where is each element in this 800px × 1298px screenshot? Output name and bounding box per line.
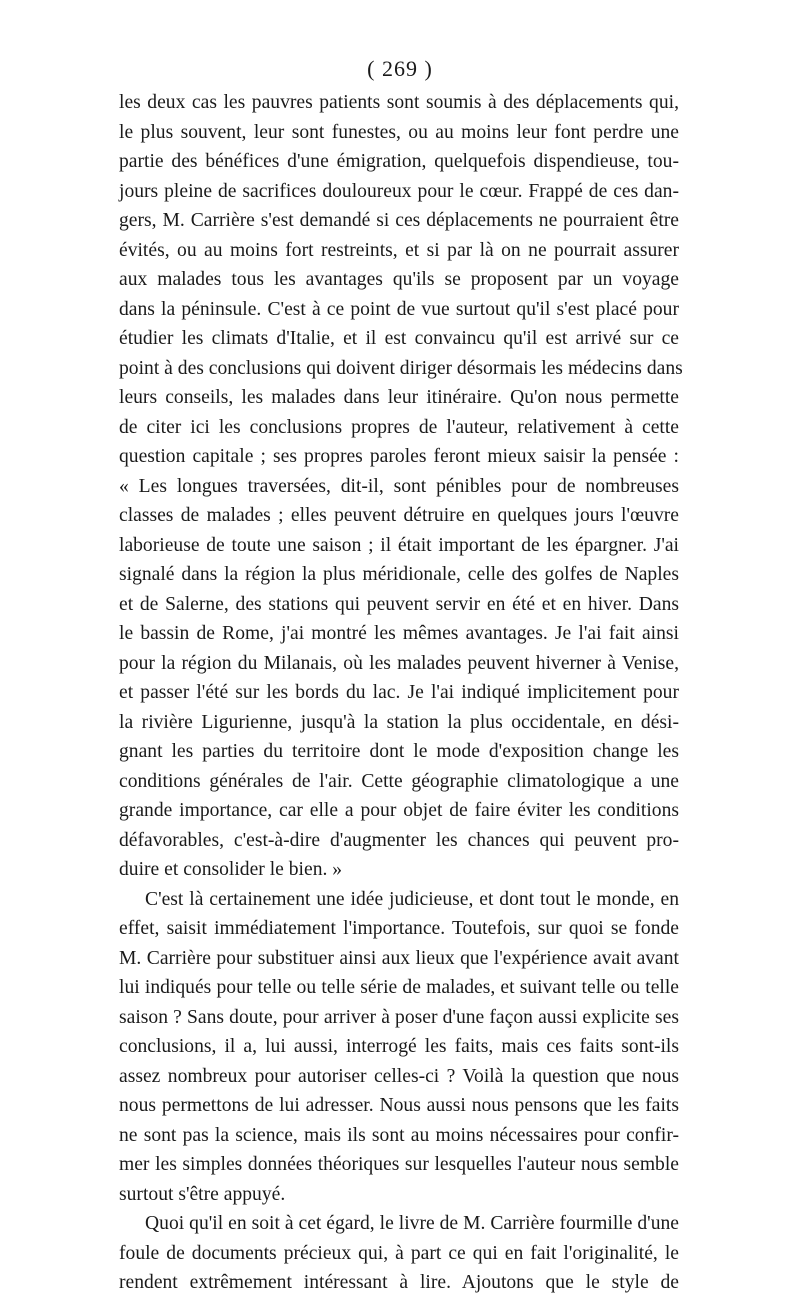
text-line: lui indiqués pour telle ou telle série de malades, et suivant telle ou telle xyxy=(119,977,679,998)
body-text xyxy=(119,88,683,1298)
text-line: effet, saisit immédiatement l'importance. Toutefois, sur quoi se fonde xyxy=(119,918,679,939)
text-line: surtout s'être appuyé. xyxy=(119,1183,286,1205)
quote-line: classes de malades ; elles peuvent détruire en quelques jours l'œuvre xyxy=(119,505,679,526)
text-line: jours pleine de sacrifices douloureux pour le cœur. Frappé de ces dan- xyxy=(119,180,679,202)
quote-line: grande importance, car elle a pour objet de faire éviter les conditions xyxy=(119,800,679,821)
quote-line: « Les longues traversées, dit-il, sont pénibles pour de nombreuses xyxy=(119,475,679,497)
quote-line: gnant les parties du territoire dont le mode d'exposition change les xyxy=(119,741,679,762)
quote-line: conditions générales de l'air. Cette géographie climatologique a une xyxy=(119,770,679,792)
text-line: question capitale ; ses propres paroles feront mieux saisir la pensée : xyxy=(119,446,679,467)
text-line: leurs conseils, les malades dans leur itinéraire. Qu'on nous permette xyxy=(119,387,679,408)
page-number: ( 269 ) xyxy=(367,56,433,81)
quote-line: duire et consolider le bien. » xyxy=(119,859,343,880)
quote-line: et passer l'été sur les bords du lac. Je l'ai indiqué implicitement pour xyxy=(119,682,679,703)
text-line: foule de documents précieux qui, à part ce qui en fait l'originalité, le xyxy=(119,1242,679,1264)
text-line: M. Carrière pour substituer ainsi aux lieux que l'expérience avait avant xyxy=(119,947,679,969)
text-line: C'est là certainement une idée judicieuse, et dont tout le monde, en xyxy=(145,888,679,910)
text-line: les deux cas les pauvres patients sont soumis à des déplacements qui, xyxy=(119,92,679,113)
text-line: partie des bénéfices d'une émigration, quelquefois dispendieuse, tou- xyxy=(119,151,679,172)
text-line: nous permettons de lui adresser. Nous aussi nous pensons que les faits xyxy=(119,1095,679,1116)
text-line: gers, M. Carrière s'est demandé si ces déplacements ne pourraient être xyxy=(119,210,679,231)
text-line: évités, ou au moins fort restreints, et si par là on ne pourrait assurer xyxy=(119,239,679,261)
quote-line: défavorables, c'est-à-dire d'augmenter les chances qui peuvent pro- xyxy=(119,829,679,851)
text-line: saison ? Sans doute, pour arriver à poser d'une façon aussi explicite ses xyxy=(119,1006,679,1028)
quote-line: signalé dans la région la plus méridionale, celle des golfes de Naples xyxy=(119,564,679,585)
text-line: aux malades tous les avantages qu'ils se proposent par un voyage xyxy=(119,269,679,290)
quote-line: pour la région du Milanais, où les malades peuvent hiverner à Venise, xyxy=(119,652,679,674)
text-line: mer les simples données théoriques sur lesquelles l'auteur nous semble xyxy=(119,1154,679,1175)
quote-line: et de Salerne, des stations qui peuvent servir en été et en hiver. Dans xyxy=(119,593,679,615)
text-line: de citer ici les conclusions propres de l'auteur, relativement à cette xyxy=(119,416,679,438)
text-line: conclusions, il a, lui aussi, interrogé les faits, mais ces faits sont-ils xyxy=(119,1036,679,1057)
quote-line: laborieuse de toute une saison ; il était important de les épargner. J'ai xyxy=(119,534,679,556)
text-line: le plus souvent, leur sont funestes, ou au moins leur font perdre une xyxy=(119,121,679,143)
text-line: dans la péninsule. C'est à ce point de vue surtout qu'il s'est placé pour xyxy=(119,298,679,320)
text-line: ne sont pas la science, mais ils sont au moins nécessaires pour confir- xyxy=(119,1124,679,1146)
quote-line: le bassin de Rome, j'ai montré les mêmes avantages. Je l'ai fait ainsi xyxy=(119,623,679,644)
text-line: étudier les climats d'Italie, et il est convaincu qu'il est arrivé sur ce xyxy=(119,328,679,349)
text-line: rendent extrêmement intéressant à lire. Ajoutons que le style de xyxy=(119,1272,679,1293)
text-line: assez nombreux pour autoriser celles-ci ? Voilà la question que nous xyxy=(119,1065,679,1087)
quote-line: la rivière Ligurienne, jusqu'à la station la plus occidentale, en dési- xyxy=(119,711,679,733)
text-line: point à des conclusions qui doivent diriger désormais les médecins dans xyxy=(119,357,683,379)
text-line: Quoi qu'il en soit à cet égard, le livre de M. Carrière fourmille d'une xyxy=(145,1213,679,1234)
